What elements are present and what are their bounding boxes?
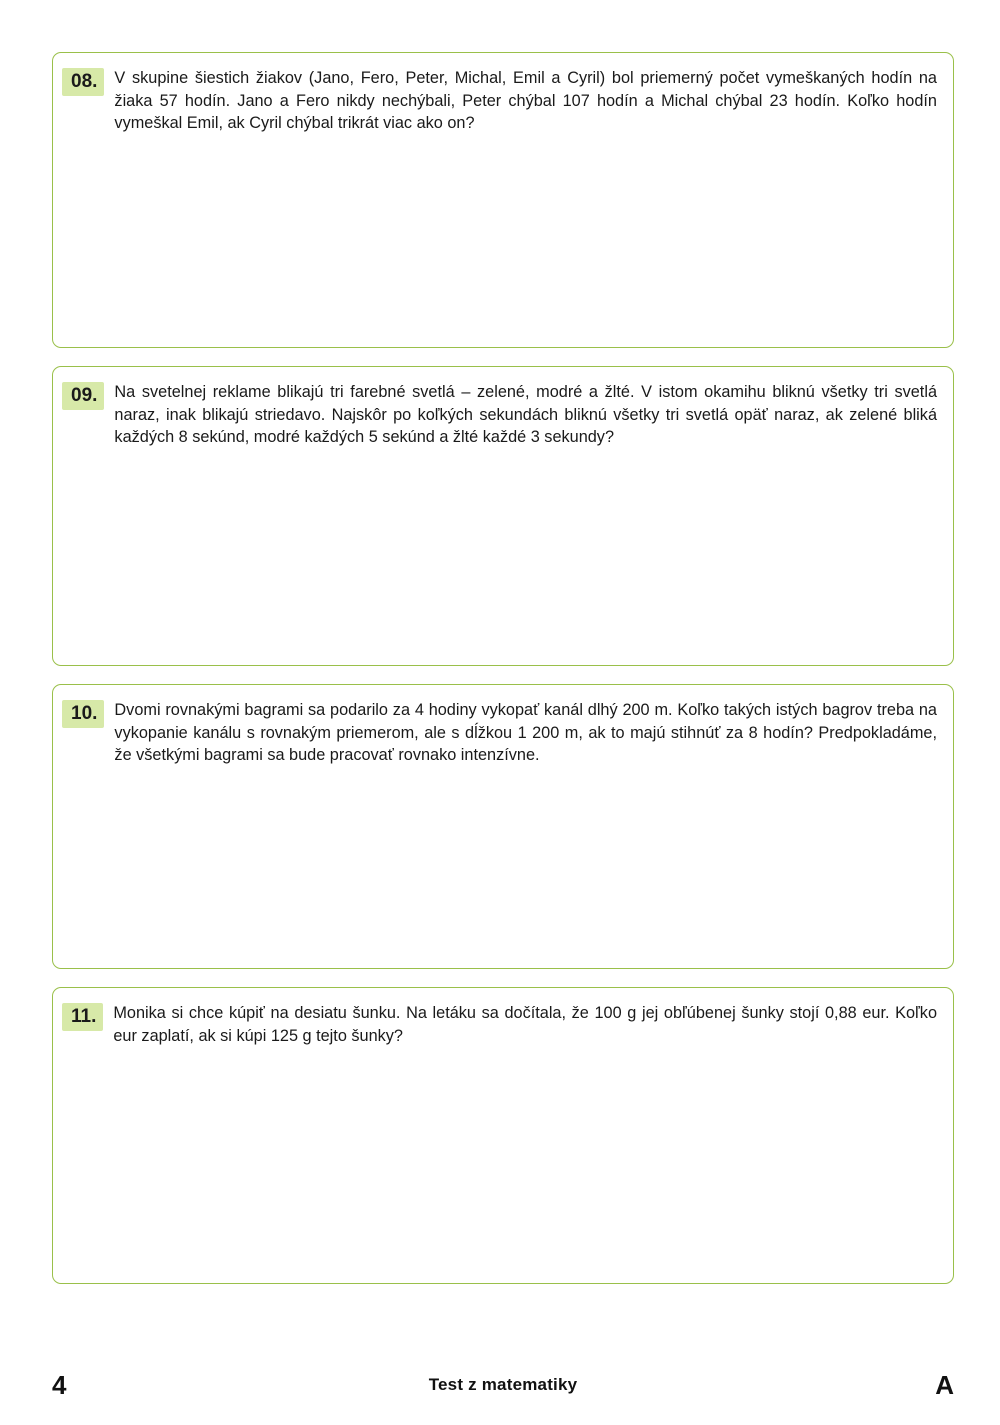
task-card-08 — [52, 52, 954, 348]
task-number-badge: 09. — [62, 382, 104, 410]
page-footer — [52, 1367, 954, 1403]
task-number-badge: 08. — [62, 68, 104, 96]
task-card-11 — [52, 987, 954, 1284]
task-text: V skupine šiestich žiakov (Jano, Fero, Peter, Michal, Emil a Cyril) bol priemerný počet vymeškaných hodín na žiaka 57 hodín. Jano a Fero nikdy nechýbali, Peter chýbal 107 hodín a Michal chýbal 23 hodín. Koľko hodín vymeškal Emil, ak Cyril chýbal trikrát viac ako on? — [114, 69, 937, 133]
task-number-badge: 11. — [62, 1003, 103, 1031]
task-card-10 — [52, 684, 954, 969]
task-text: Monika si chce kúpiť na desiatu šunku. Na letáku sa dočítala, že 100 g jej obľúbenej šunky stojí 0,88 eur. Koľko eur zaplatí, ak si kúpi 125 g tejto šunky? — [113, 1004, 937, 1045]
footer-test-title: Test z matematiky — [428, 1375, 578, 1394]
task-card-09 — [52, 366, 954, 666]
footer-page-number: 4 — [52, 1369, 67, 1400]
footer-variant-letter: A — [935, 1369, 954, 1400]
task-content-09 — [53, 367, 953, 449]
task-number-badge: 10. — [62, 700, 104, 728]
task-content-10 — [53, 685, 953, 767]
task-text: Na svetelnej reklame blikajú tri farebné svetlá – zelené, modré a žlté. V istom okamihu bliknú všetky tri svetlá naraz, inak blikajú striedavo. Najskôr po koľkých sekundách bliknú všetky tri svetlá opäť naraz, ak zelené bliká každých 8 sekúnd, modré každých 5 sekúnd a žlté každé 3 sekundy? — [114, 383, 937, 447]
task-content-08 — [53, 53, 953, 135]
task-content-11 — [53, 988, 953, 1047]
task-text: Dvomi rovnakými bagrami sa podarilo za 4 hodiny vykopať kanál dlhý 200 m. Koľko takých istých bagrov treba na vykopanie kanálu s rovnakým priemerom, ale s dĺžkou 1 200 m, ak to majú stihnúť za 8 hodín? Predpokladáme, že všetkými bagrami sa bude pracovať rovnako intenzívne. — [114, 701, 937, 765]
